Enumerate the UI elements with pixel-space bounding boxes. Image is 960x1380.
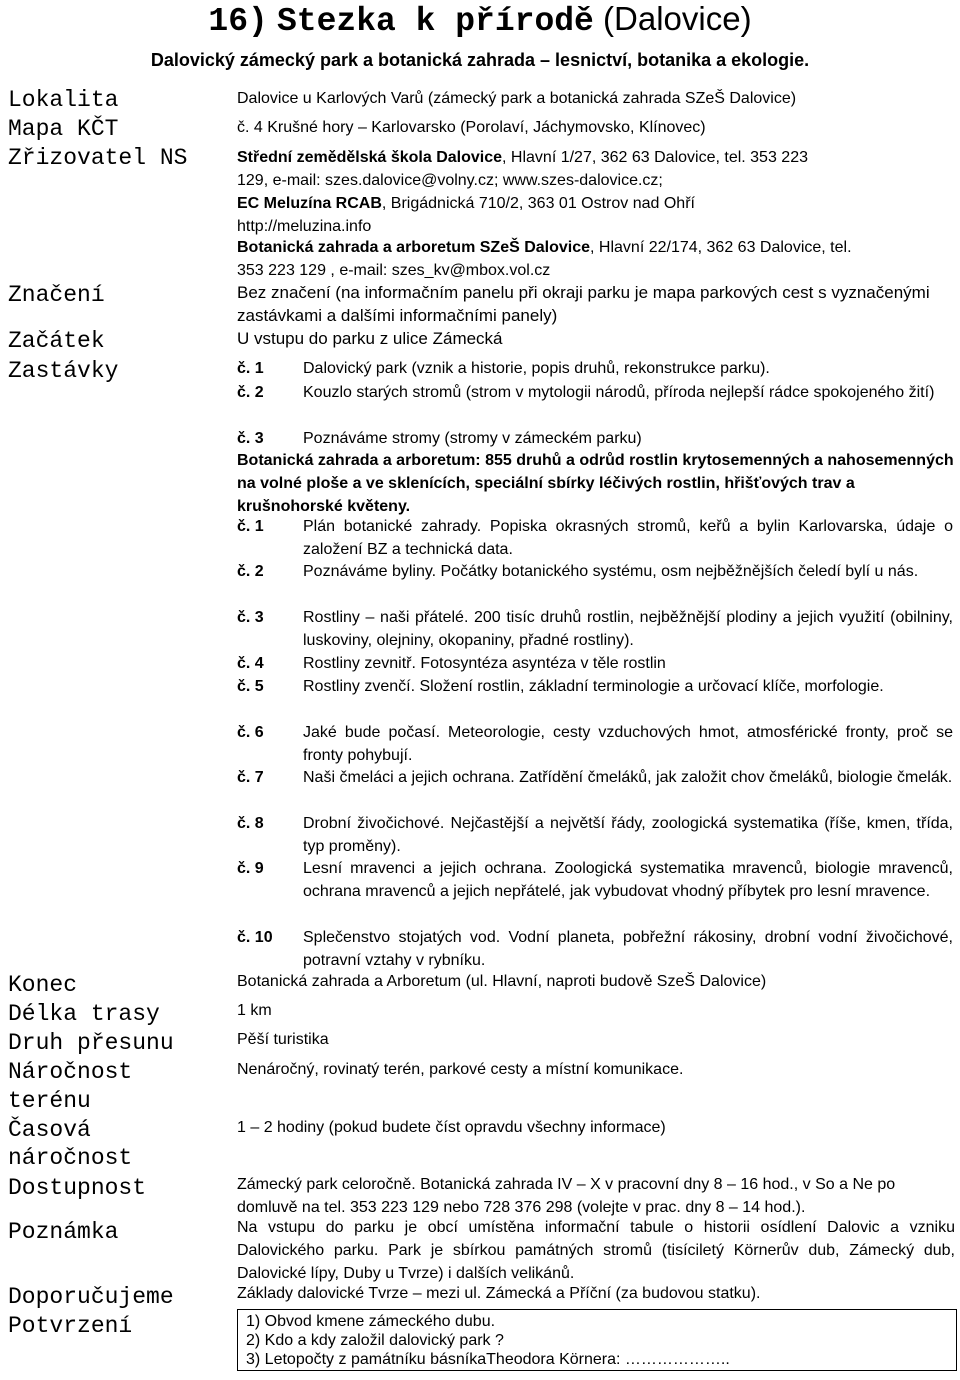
label-doporucujeme: Doporučujeme: [8, 1284, 174, 1310]
page-subtitle: Dalovický zámecký park a botanická zahrada – lesnictví, botanika a ekologie.: [150, 50, 810, 70]
label-konec: Konec: [8, 972, 78, 998]
label-delka: Délka trasy: [8, 1001, 160, 1027]
garden-stop-10-number: č. 10: [237, 929, 273, 946]
confirmation-question-1: 1) Obvod kmene zámeckého dubu.: [246, 1313, 496, 1330]
confirmation-question-3: 3) Letopočty z památníku básníkaTheodora Körnera: ………………..: [246, 1351, 730, 1368]
value-delka: 1 km: [237, 1002, 272, 1019]
label-casova-line1: Časová: [8, 1117, 91, 1143]
value-zrizovatel-org3: [237, 236, 877, 282]
value-mapa: č. 4 Krušné hory – Karlovarsko (Porolaví, Jáchymovsko, Klínovec): [237, 119, 706, 136]
park-stop-2-text: Kouzlo starých stromů (strom v mytologii národů, příroda nejlepší rádce spokojeného žití): [303, 384, 935, 401]
garden-stop-1-number: č. 1: [237, 518, 264, 535]
value-lokalita: Dalovice u Karlových Varů (zámecký park a botanická zahrada SZeŠ Dalovice): [237, 90, 797, 107]
label-lokalita: Lokalita: [8, 87, 119, 113]
value-znaceni: Bez značení (na informačním panelu při okraji parku je mapa parkových cest s vyznačenými zastávkami a dalšími informačními panely): [237, 283, 930, 325]
value-poznamka: Na vstupu do parku je obcí umístěna informační tabule o historii osídlení Dalovic a vzniku Dalovického parku. Park je sbírkou památných stromů (tisíciletý Körnerův dub, Zámecký dub, Dalovické lípy, Duby u Tvrze) i dalších velikánů.: [237, 1219, 955, 1282]
label-potvrzeni: Potvrzení: [8, 1313, 133, 1339]
label-mapa: Mapa KČT: [8, 116, 119, 142]
label-casova-line2: náročnost: [8, 1145, 133, 1171]
org3-address: , Hlavní 22/174, 362 63 Dalovice, tel. 353 223 129 , e-mail: szes_kv@mbox.vol.cz: [237, 239, 852, 279]
garden-stop-1-text: Plán botanické zahrady. Popiska okrasných stromů, keřů a bylin Karlovarska, údaje o založení BZ a technická data.: [303, 518, 953, 558]
value-zacatek: U vstupu do parku z ulice Zámecká: [237, 329, 503, 348]
botanical-garden-intro: Botanická zahrada a arboretum: 855 druhů a odrůd rostlin krytosemenných a nahosemenných na volné ploše a ve sklenících, speciální sbírky léčivých rostlin, hřišťových trav a krušnohorské květeny.: [237, 452, 954, 515]
org2-address: , Brigádnická 710/2, 363 01 Ostrov nad Ohří http://meluzina.info: [237, 195, 695, 235]
garden-stop-2-number: č. 2: [237, 563, 264, 580]
garden-stop-6-number: č. 6: [237, 724, 264, 741]
label-poznamka: Poznámka: [8, 1219, 119, 1245]
garden-stop-8-text: Drobní živočichové. Nejčastější a největší řády, zoologická systematika (říše, kmen, třída, typ proměny).: [303, 815, 953, 855]
label-znaceni: Značení: [8, 282, 105, 308]
org1-address: , Hlavní 1/27, 362 63 Dalovice, tel. 353 223 129, e-mail: szes.dalovice@volny.cz; www.szes-dalovice.cz;: [237, 149, 808, 189]
label-druh: Druh přesunu: [8, 1030, 174, 1056]
garden-stop-10-text: Splečenstvo stojatých vod. Vodní planeta, pobřežní rákosiny, drobní vodní živočichové, potravní vztahy v rybníku.: [303, 929, 953, 969]
garden-stop-7-text: Naši čmeláci a jejich ochrana. Zatřídění čmeláků, jak založit chov čmeláků, biologie čmelák.: [303, 769, 953, 786]
garden-stop-4-number: č. 4: [237, 655, 264, 672]
org1-name: Střední zemědělská škola Dalovice: [237, 149, 503, 166]
trail-number: 16): [208, 3, 268, 40]
label-dostupnost: Dostupnost: [8, 1175, 147, 1201]
garden-stop-6-text: Jaké bude počasí. Meteorologie, cesty vzduchových hmot, atmosférické fronty, proč se fronty pohybují.: [303, 724, 953, 764]
garden-stop-3-text: Rostliny – naši přátelé. 200 tisíc druhů rostlin, nejběžnější plodiny a jejich využití (obilniny, luskoviny, olejniny, okopaniny, přadné rostliny).: [303, 609, 953, 649]
label-zrizovatel: Zřizovatel NS: [8, 145, 188, 171]
value-dostupnost: Zámecký park celoročně. Botanická zahrada IV – X v pracovní dny 8 – 16 hod., v So a Ne po domluvě na tel. 353 223 129 nebo 728 376 298 (volejte v prac. dny 8 – 14 hod.).: [237, 1176, 896, 1216]
page-title: [0, 0, 960, 41]
label-narocnost-line2: terénu: [8, 1088, 91, 1114]
park-stop-1-number: č. 1: [237, 360, 264, 377]
garden-stop-4-text: Rostliny zevnitř. Fotosyntéza asyntéza v těle rostlin: [303, 655, 666, 672]
garden-stop-3-number: č. 3: [237, 609, 264, 626]
value-druh: Pěší turistika: [237, 1031, 329, 1048]
park-stop-1-text: Dalovický park (vznik a historie, popis druhů, rekonstrukce parku).: [303, 360, 770, 377]
label-zacatek: Začátek: [8, 328, 105, 354]
garden-stop-8-number: č. 8: [237, 815, 264, 832]
garden-stop-5-number: č. 5: [237, 678, 264, 695]
garden-stop-7-number: č. 7: [237, 769, 264, 786]
garden-stop-2-text: Poznáváme byliny. Počátky botanického systému, osm nejběžnějších čeledí bylí u nás.: [303, 563, 919, 580]
garden-stop-9-text: Lesní mravenci a jejich ochrana. Zoologická systematika mravenců, biologie mravenců, ochrana mravenců a jejich nepřátelé, jak vybudovat vhodný příbytek pro lesní mravence.: [303, 860, 953, 900]
park-stop-3-text: Poznáváme stromy (stromy v zámeckém parku): [303, 430, 642, 447]
garden-stop-5-text: Rostliny zvenčí. Složení rostlin, základní terminologie a určovací klíče, morfologie.: [303, 678, 884, 695]
value-zrizovatel-org2: [237, 192, 807, 238]
label-narocnost-line1: Náročnost: [8, 1059, 133, 1085]
value-konec: Botanická zahrada a Arboretum (ul. Hlavní, naproti budově SzeŠ Dalovice): [237, 973, 767, 990]
label-zastavky: Zastávky: [8, 358, 119, 384]
confirmation-question-2: 2) Kdo a kdy založil dalovický park ?: [246, 1332, 504, 1349]
org3-name: Botanická zahrada a arboretum SZeŠ Dalovice: [237, 239, 591, 256]
org2-name: EC Meluzína RCAB: [237, 195, 382, 212]
confirmation-box: [237, 1309, 957, 1371]
trail-title: Stezka k přírodě: [277, 3, 594, 40]
park-stop-3-number: č. 3: [237, 430, 264, 447]
value-narocnost: Nenáročný, rovinatý terén, parkové cesty a místní komunikace.: [237, 1061, 684, 1078]
value-zrizovatel-org1: [237, 146, 837, 192]
garden-stop-9-number: č. 9: [237, 860, 264, 877]
value-doporucujeme: Základy dalovické Tvrze – mezi ul. Zámecká a Příční (za budovou statku).: [237, 1285, 761, 1302]
park-stop-2-number: č. 2: [237, 384, 264, 401]
value-casova: 1 – 2 hodiny (pokud budete číst opravdu všechny informace): [237, 1119, 666, 1136]
trail-location: (Dalovice): [603, 0, 752, 37]
